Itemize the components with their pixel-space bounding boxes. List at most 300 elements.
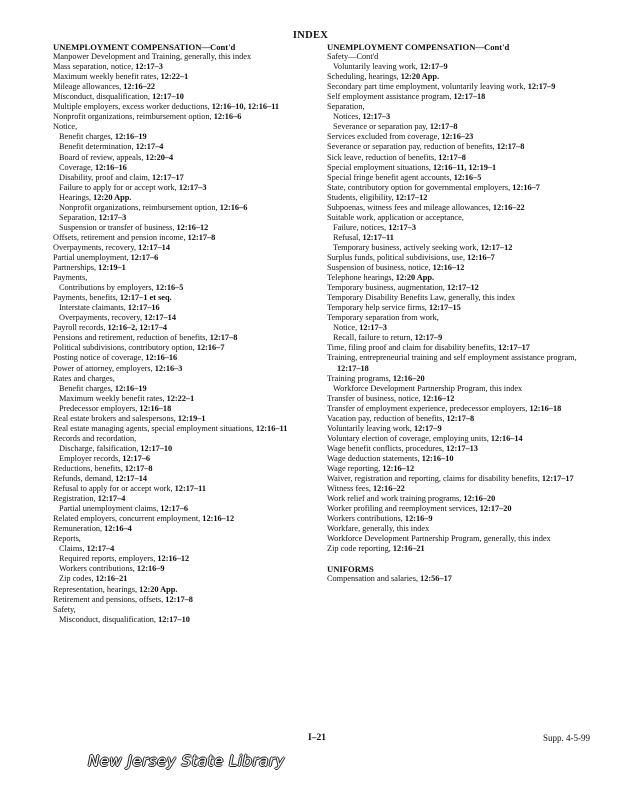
entry-text: Payroll records, [53, 323, 108, 333]
index-entry [327, 183, 599, 193]
index-entry [53, 193, 325, 203]
entry-text: Partnerships, [53, 263, 99, 273]
index-entry [53, 82, 325, 92]
entry-text: Zip code reporting, [327, 544, 393, 554]
entry-reference: 12:20 App. [395, 273, 435, 283]
index-entry [327, 313, 599, 323]
index-entry [53, 153, 325, 163]
index-entry [327, 303, 599, 313]
index-entry [53, 504, 325, 514]
index-entry [53, 524, 325, 534]
index-entry [327, 173, 599, 183]
entry-reference: 12:16–19 [114, 132, 147, 142]
entry-text: Overpayments, recovery, [53, 242, 139, 252]
entry-reference: 12:16–22 [492, 202, 525, 212]
index-entry [53, 374, 325, 384]
index-entry [327, 122, 599, 132]
entry-text: Refusal, [333, 232, 363, 242]
entry-text: Secondary part time employment, voluntarily leaving work, [327, 82, 528, 92]
entry-text: Worker profiling and reemployment services, [327, 504, 480, 514]
index-entry [327, 293, 599, 303]
entry-reference: 12:17–9 [413, 423, 442, 433]
entry-text: Records and recordation, [53, 433, 137, 443]
index-entry [53, 92, 325, 102]
entry-reference: 12:17–3 [135, 62, 163, 72]
entry-reference: 12:16–5 [155, 283, 184, 293]
entry-text: Notice, [333, 323, 360, 333]
index-entry [327, 253, 599, 263]
entry-text: UNIFORMS [327, 564, 374, 575]
index-entry [53, 303, 325, 313]
index-entry [327, 82, 599, 92]
entry-text: Wage benefit conflicts, procedures, [327, 443, 447, 453]
index-entry [327, 283, 599, 293]
entry-reference: 12:17–3 [178, 182, 207, 192]
entry-reference: 12:16–2, 12:17–4 [107, 323, 168, 333]
entry-text: Disability, proof and claim, [59, 172, 153, 182]
index-entry [53, 514, 325, 524]
entry-text: Suspension or transfer of business, [59, 222, 177, 232]
entry-text: Nonprofit organizations, reimbursement option, [59, 202, 220, 212]
entry-reference: 12:17–14 [144, 313, 176, 323]
entry-reference: 12:17–8 [187, 232, 216, 242]
index-entry [53, 223, 325, 233]
index-entry [53, 384, 325, 394]
index-entry [327, 504, 599, 514]
index-entry [53, 414, 325, 424]
index-entry [53, 283, 325, 293]
index-entry [53, 102, 325, 112]
index-entry [327, 263, 599, 273]
index-entry [53, 444, 325, 454]
index-entry [53, 574, 325, 584]
index-entry [53, 554, 325, 564]
entry-reference: 12:16–12 [432, 263, 465, 273]
entry-reference: 12:16–14 [490, 433, 523, 443]
entry-text: Workfare, generally, this index [327, 524, 430, 534]
entry-text: Surplus funds, political subdivisions, use, [327, 252, 468, 262]
entry-reference: 12:20 App. [93, 192, 132, 202]
entry-reference: 12:16–7 [467, 252, 495, 262]
entry-reference: 12:16–6 [213, 112, 242, 122]
entry-text: Temporary business, actively seeking work, [333, 242, 481, 252]
entry-reference: 12:17–12 [395, 192, 428, 202]
index-entry [53, 132, 325, 142]
entry-reference: 12:16–12 [157, 554, 190, 564]
entry-text: Board of review, appeals, [59, 152, 146, 162]
entry-reference: 12:17–17 [152, 172, 184, 182]
index-entry [53, 313, 325, 323]
entry-text: Temporary help service firms, [327, 303, 429, 313]
index-entry [53, 72, 325, 82]
entry-reference: 12:17–8 [165, 594, 193, 604]
index-entry [53, 233, 325, 243]
entry-reference: 12:17–8 [438, 152, 466, 162]
index-entry [327, 524, 599, 534]
entry-text: Workers contributions, [327, 514, 405, 524]
entry-text: Subpoenas, witness fees and mileage allowances, [327, 202, 493, 212]
index-entry [53, 353, 325, 363]
entry-reference: 12:16–18 [529, 403, 562, 413]
entry-reference: 12:16–9 [136, 564, 165, 574]
entry-text: Vacation pay, reduction of benefits, [327, 413, 447, 423]
entry-text: Payments, [53, 273, 88, 283]
entry-reference: 12:19–1 [98, 263, 126, 273]
entry-text: Posting notice of coverage, [53, 353, 146, 363]
entry-text: Notice, [53, 122, 78, 132]
entry-text: Temporary separation from work, [327, 313, 439, 323]
entry-text: Partial unemployment, [53, 252, 131, 262]
index-entry [53, 434, 325, 444]
entry-reference: 12:16–4 [104, 524, 132, 534]
entry-text: Real estate managing agents, special employment situations, [53, 423, 256, 433]
entry-reference: 12:17–8 [124, 463, 153, 473]
entry-reference: 12:16–12 [382, 463, 415, 473]
entry-text: Hearings, [59, 192, 94, 202]
entry-text: Temporary Disability Benefits Law, generally, this index [327, 293, 516, 303]
index-entry [53, 173, 325, 183]
entry-text: Notices, [333, 112, 363, 122]
index-entry [53, 494, 325, 504]
entry-reference: 12:20 App. [139, 584, 178, 594]
entry-reference: 12:16–18 [139, 403, 172, 413]
index-entry [327, 72, 599, 82]
index-entry [53, 424, 325, 434]
entry-reference: 12:16–23 [441, 132, 474, 142]
index-entry [327, 223, 599, 233]
entry-text: Maximum weekly benefit rates, [53, 72, 161, 82]
entry-text: Witness fees, [327, 484, 373, 494]
page-title: INDEX [292, 30, 329, 41]
index-entry [53, 293, 325, 303]
entry-text: Services excluded from coverage, [327, 132, 442, 142]
entry-text: Transfer of business, notice, [327, 393, 423, 403]
entry-reference: 12:16–9 [404, 514, 433, 524]
index-entry [53, 163, 325, 173]
entry-reference: 12:17–10 [152, 92, 184, 102]
page-footer [53, 733, 598, 745]
entry-reference: 12:17–20 [479, 504, 512, 514]
entry-text: Overpayments, recovery, [59, 313, 145, 323]
index-entry [53, 183, 325, 193]
index-entry [53, 484, 325, 494]
entry-text: Contributions by employers, [59, 283, 156, 293]
entry-reference: 12:17–3 [98, 212, 127, 222]
entry-reference: 12:17–16 [127, 303, 160, 313]
entry-reference: 12:16–10 [421, 453, 454, 463]
index-column-right [327, 42, 599, 584]
entry-reference: 12:17–10 [158, 614, 190, 624]
entry-reference: 12:20 App. [400, 72, 440, 82]
entry-text: Required reports, employers, [59, 554, 158, 564]
index-entry [327, 343, 599, 353]
entry-reference: 12:17–14 [115, 474, 148, 484]
entry-text: Transfer of employment experience, predecessor employers, [327, 403, 530, 413]
entry-reference: 12:17–13 [446, 443, 478, 453]
entry-text: Political subdivisions, contributory option, [53, 343, 197, 353]
entry-reference: 12:17–9 [419, 62, 448, 72]
entry-reference: 12:16–10, 12:16–11 [211, 102, 280, 112]
entry-reference: 12:16–6 [219, 202, 248, 212]
entry-text: Pensions and retirement, reduction of benefits, [53, 333, 210, 343]
entry-text: Scheduling, hearings, [327, 72, 401, 82]
entry-text: Coverage, [59, 162, 95, 172]
index-heading [53, 42, 325, 52]
entry-reference: 12:17–8 [496, 142, 525, 152]
entry-text: Telephone hearings, [327, 273, 396, 283]
index-entry [327, 474, 599, 484]
entry-text: Students, eligibility, [327, 192, 396, 202]
index-entry [327, 424, 599, 434]
index-entry [327, 574, 599, 584]
entry-text: Real estate brokers and salespersons, [53, 413, 178, 423]
entry-text: Severance or separation pay, [333, 122, 430, 132]
entry-reference: 12:17–12 [480, 242, 513, 252]
entry-text: Related employers, concurrent employment, [53, 514, 203, 524]
index-entry [327, 142, 599, 152]
index-entry [327, 243, 599, 253]
entry-text: Self employment assistance program, [327, 92, 454, 102]
entry-text: Mileage allowances, [53, 82, 124, 92]
entry-reference: 12:17–11 [174, 484, 207, 494]
index-entry [327, 203, 599, 213]
index-entry [53, 122, 325, 132]
entry-text: Rates and charges, [53, 373, 115, 383]
entry-text: Reports, [53, 534, 81, 544]
entry-text: Voluntarily leaving work, [327, 423, 414, 433]
index-entry [53, 62, 325, 72]
entry-text: Mass separation, notice, [53, 62, 136, 72]
index-entry [327, 193, 599, 203]
entry-reference: 12:17–4 [86, 544, 115, 554]
entry-text: Work relief and work training programs, [327, 494, 464, 504]
entry-reference: 12:16–16 [145, 353, 178, 363]
index-entry [53, 544, 325, 554]
entry-text: Sick leave, reduction of benefits, [327, 152, 439, 162]
entry-reference: 12:16–11 [256, 423, 288, 433]
entry-reference: 12:20–4 [145, 152, 174, 162]
entry-text: Representation, hearings, [53, 584, 140, 594]
entry-reference: 12:17–6 [122, 453, 151, 463]
entry-reference: 12:17–17 [498, 343, 530, 353]
index-entry [53, 142, 325, 152]
entry-reference: 12:16–12 [202, 514, 235, 524]
entry-text: Offsets, retirement and pension income, [53, 232, 188, 242]
entry-text: Multiple employers, excess worker deductions, [53, 102, 212, 112]
entry-text: Misconduct, disqualification, [53, 92, 153, 102]
index-entry [327, 534, 599, 544]
index-entry [327, 454, 599, 464]
entry-reference: 12:17–18 [337, 363, 369, 373]
entry-text: UNEMPLOYMENT COMPENSATION—Cont'd [327, 42, 510, 52]
index-entry [327, 374, 599, 384]
index-entry [327, 153, 599, 163]
index-entry [53, 343, 325, 353]
index-heading [327, 42, 599, 52]
entry-reference: 12:56–17 [420, 574, 452, 584]
entry-text: Wage reporting, [327, 463, 383, 473]
index-entry [327, 163, 599, 173]
index-entry [327, 414, 599, 424]
entry-text: Voluntarily leaving work, [333, 62, 420, 72]
entry-text: Severance or separation pay, reduction of benefits, [327, 142, 497, 152]
index-entry [53, 52, 325, 62]
index-entry [327, 464, 599, 474]
index-entry [327, 333, 599, 343]
entry-text: Payments, benefits, [53, 293, 120, 303]
index-entry [53, 263, 325, 273]
index-entry [327, 353, 599, 373]
index-entry [327, 384, 599, 394]
index-entry [327, 233, 599, 243]
entry-text: Partial unemployment claims, [59, 504, 161, 514]
index-entry [327, 434, 599, 444]
entry-reference: 12:17–17 [541, 474, 574, 484]
entry-text: Suspension of business, notice, [327, 263, 433, 273]
index-entry [53, 213, 325, 223]
entry-text: Refunds, demand, [53, 474, 116, 484]
entry-text: Retirement and pensions, offsets, [53, 594, 166, 604]
entry-text: Failure to apply for or accept work, [59, 182, 179, 192]
index-entry [53, 404, 325, 414]
entry-reference: 12:16–12 [176, 222, 209, 232]
entry-reference: 12:17–12 [446, 283, 479, 293]
index-entry [327, 62, 599, 72]
index-entry [53, 243, 325, 253]
index-entry [53, 394, 325, 404]
entry-reference: 12:17–8 [429, 122, 458, 132]
entry-text: Employer records, [59, 453, 123, 463]
index-entry [53, 454, 325, 464]
index-heading [327, 564, 599, 574]
index-entry [53, 595, 325, 605]
index-entry [327, 92, 599, 102]
entry-reference: 12:16–7 [512, 182, 540, 192]
entry-text: Refusal to apply for or accept work, [53, 484, 175, 494]
entry-text: Workforce Development Partnership Program, generally, this index [327, 534, 551, 544]
entry-reference: 12:22–1 [160, 72, 189, 82]
entry-text: Suitable work, application or acceptance, [327, 212, 464, 222]
index-entry [53, 112, 325, 122]
entry-reference: 12:17–14 [138, 242, 170, 252]
entry-reference: 12:17–1 et seq. [119, 293, 172, 303]
entry-reference: 12:17–4 [135, 142, 164, 152]
entry-reference: 12:16–5 [453, 172, 482, 182]
index-entry [327, 323, 599, 333]
entry-reference: 12:17–18 [453, 92, 486, 102]
entry-reference: 12:19–1 [177, 413, 206, 423]
entry-reference: 12:16–12 [422, 393, 455, 403]
index-entry [327, 484, 599, 494]
entry-text: Benefit charges, [59, 132, 115, 142]
entry-text: Workforce Development Partnership Program, this index [333, 383, 523, 393]
entry-text: Benefit charges, [59, 383, 115, 393]
entry-text: Separation, [327, 102, 365, 112]
library-stamp: New Jersey State Library [88, 752, 285, 770]
entry-reference: 12:17–3 [388, 222, 416, 232]
entry-reference: 12:17–9 [527, 82, 556, 92]
entry-text: Claims, [59, 544, 87, 554]
index-entry [53, 333, 325, 343]
index-entry [53, 464, 325, 474]
entry-text: Compensation and salaries, [327, 574, 421, 584]
entry-text: Misconduct, disqualification, [59, 614, 159, 624]
index-entry [327, 544, 599, 554]
entry-text: Benefit determination, [59, 142, 136, 152]
entry-text: Recall, failure to return, [333, 333, 415, 343]
entry-text: Failure, notices, [333, 222, 389, 232]
entry-text: Manpower Development and Training, generally, this index [53, 52, 252, 62]
index-entry [53, 203, 325, 213]
entry-text: Special fringe benefit agent accounts, [327, 172, 454, 182]
entry-reference: 12:16–20 [392, 373, 425, 383]
index-entry [327, 273, 599, 283]
index-entry [327, 394, 599, 404]
entry-text: Waiver, registration and reporting, claims for disability benefits, [327, 474, 542, 484]
supplement-date: Supp. 4-5-99 [543, 733, 590, 743]
index-entry [327, 494, 599, 504]
entry-reference: 12:16–22 [372, 484, 405, 494]
entry-text: Zip codes, [59, 574, 96, 584]
entry-reference: 12:17–3 [359, 323, 387, 333]
entry-text: State, contributory option for governmental employers, [327, 182, 513, 192]
entry-reference: 12:16–20 [463, 494, 496, 504]
entry-reference: 12:17–6 [130, 252, 159, 262]
page-number: I–21 [308, 733, 326, 743]
entry-reference: 12:17–6 [160, 504, 189, 514]
index-column-left [53, 42, 325, 625]
entry-reference: 12:16–7 [196, 343, 225, 353]
entry-text: Workers contributions, [59, 564, 137, 574]
index-entry [327, 132, 599, 142]
entry-text: Nonprofit organizations, reimbursement option, [53, 112, 214, 122]
entry-reference: 12:16–3 [154, 363, 183, 373]
entry-reference: 12:17–8 [446, 413, 475, 423]
entry-text: Separation, [59, 212, 99, 222]
index-entry [327, 404, 599, 414]
entry-reference: 12:17–11 [362, 232, 394, 242]
entry-text: Registration, [53, 494, 98, 504]
entry-text: Reductions, benefits, [53, 463, 125, 473]
index-entry [53, 474, 325, 484]
entry-reference: 12:16–19 [114, 383, 147, 393]
index-entry [327, 102, 599, 112]
entry-reference: 12:22–1 [166, 393, 195, 403]
entry-reference: 12:16–16 [94, 162, 127, 172]
entry-reference: 12:17–9 [414, 333, 443, 343]
index-entry [53, 273, 325, 283]
entry-text: Discharge, falsification, [59, 443, 141, 453]
index-entry [53, 615, 325, 625]
entry-text: Training, entrepreneurial training and self employment assistance program, [327, 353, 577, 363]
index-entry [327, 112, 599, 122]
entry-text: Special employment situations, [327, 162, 434, 172]
entry-reference: 12:16–11, 12:19–1 [433, 162, 497, 172]
index-entry [327, 213, 599, 223]
entry-text: Voluntary election of coverage, employing units, [327, 433, 491, 443]
entry-reference: 12:17–8 [209, 333, 238, 343]
entry-text: Time, filing proof and claim for disability benefits, [327, 343, 499, 353]
index-entry [53, 585, 325, 595]
index-entry [327, 52, 599, 62]
entry-reference: 12:17–10 [140, 443, 173, 453]
entry-text: Predecessor employers, [59, 403, 140, 413]
entry-text: Safety—Cont'd [327, 52, 379, 62]
entry-text: Interstate claimants, [59, 303, 128, 313]
index-entry [53, 323, 325, 333]
entry-reference: 12:17–4 [97, 494, 126, 504]
entry-text: UNEMPLOYMENT COMPENSATION—Cont'd [53, 42, 236, 52]
